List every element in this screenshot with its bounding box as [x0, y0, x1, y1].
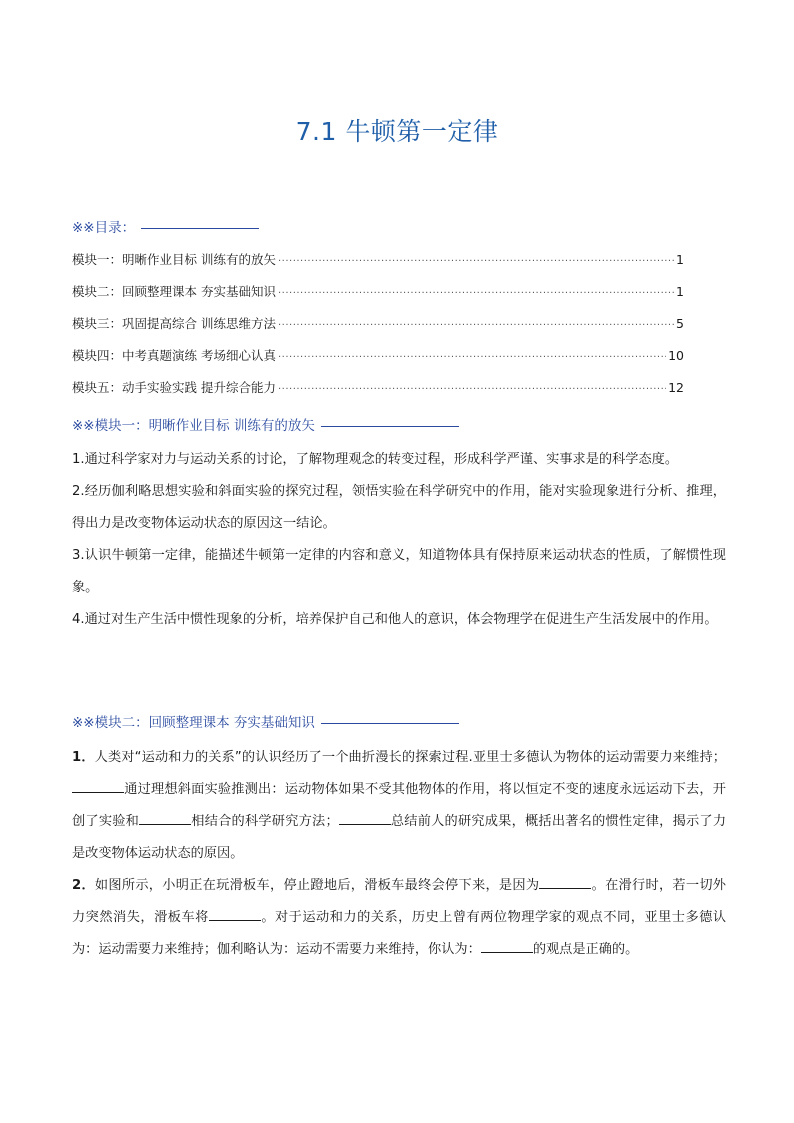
question-text: 通过理想斜面实验推测出：运动物体如果不受其他物体的作用，将以恒定不变的速度永远运动下去，开创了实验和: [72, 782, 726, 829]
toc-item-page: 12: [668, 380, 684, 395]
question-text: 人类对“运动和力的关系”的认识经历了一个曲折漫长的探索过程.亚里士多德认为物体的运动需要力来维持；: [94, 750, 726, 765]
module2-heading: [72, 711, 459, 731]
module1-heading-text: ※※模块一：明晰作业目标 训练有的放矢: [72, 418, 315, 434]
toc-item-label: 模块三：巩固提高综合 训练思维方法: [72, 316, 276, 331]
answer-blank[interactable]: [72, 780, 124, 793]
question-1: [72, 742, 726, 870]
heading-rule: [321, 723, 459, 724]
answer-blank[interactable]: [339, 812, 391, 825]
objective-item: 1.通过科学家对力与运动关系的讨论，了解物理观念的转变过程，形成科学严谨、实事求是的科学态度。: [72, 452, 679, 467]
heading-rule: [141, 228, 259, 229]
module2-questions: [72, 742, 726, 966]
toc-item[interactable]: [72, 282, 684, 300]
toc-leader: [278, 256, 674, 267]
toc-item-label: 模块四：中考真题演练 考场细心认真: [72, 348, 276, 363]
toc-item-page: 10: [668, 348, 684, 363]
question-text: 的观点是正确的。: [532, 942, 639, 957]
toc-item-label: 模块一：明晰作业目标 训练有的放矢: [72, 252, 276, 267]
question-text: 总结前人的研究成果，概括出著名的惯性定律，揭示了力是改变物体运动状态的原因。: [72, 814, 727, 861]
toc-leader: [278, 288, 674, 299]
toc-item[interactable]: [72, 346, 684, 364]
toc-item-page: 1: [676, 284, 684, 299]
heading-rule: [321, 426, 459, 427]
page-title: 7.1 牛顿第一定律: [295, 117, 499, 146]
answer-blank[interactable]: [139, 812, 191, 825]
question-number: 2．: [72, 878, 95, 893]
answer-blank[interactable]: [539, 876, 591, 889]
answer-blank[interactable]: [481, 940, 533, 953]
toc-item-label: 模块五：动手实验实践 提升综合能力: [72, 380, 276, 395]
toc-heading-text: ※※目录：: [72, 220, 136, 236]
toc-leader: [278, 352, 666, 363]
toc-item[interactable]: [72, 314, 684, 332]
toc-item-label: 模块二：回顾整理课本 夯实基础知识: [72, 284, 276, 299]
question-number: 1．: [72, 750, 95, 765]
module2-heading-text: ※※模块二：回顾整理课本 夯实基础知识: [72, 715, 315, 731]
toc-item[interactable]: [72, 250, 684, 268]
module1-objectives: [72, 444, 726, 636]
toc-item-page: 1: [676, 252, 684, 267]
toc-heading: [72, 216, 259, 236]
objective-item: 4.通过对生产生活中惯性现象的分析，培养保护自己和他人的意识，体会物理学在促进生产生活发展中的作用。: [72, 612, 718, 627]
question-text: 。在滑行时，若一切外力突然消失，滑板车将: [72, 878, 726, 925]
question-text: 相结合的科学研究方法；: [191, 814, 339, 829]
question-text: 如图所示，小明正在玩滑板车，停止蹬地后，滑板车最终会停下来，是因为: [94, 878, 540, 893]
objective-item: 2.经历伽利略思想实验和斜面实验的探究过程，领悟实验在科学研究中的作用，能对实验现象进行分析、推理，得出力是改变物体运动状态的原因这一结论。: [72, 484, 726, 531]
question-text: 。对于运动和力的关系，历史上曾有两位物理学家的观点不同，亚里士多德认为：运动需要力来维持；伽利略认为：运动不需要力来维持，你认为：: [72, 910, 727, 957]
answer-blank[interactable]: [209, 908, 261, 921]
toc-leader: [278, 320, 674, 331]
objective-item: 3.认识牛顿第一定律，能描述牛顿第一定律的内容和意义，知道物体具有保持原来运动状态的性质，了解惯性现象。: [72, 548, 726, 595]
question-2: [72, 870, 726, 966]
module1-heading: [72, 414, 459, 434]
toc-item[interactable]: [72, 378, 684, 396]
toc-item-page: 5: [676, 316, 684, 331]
toc-leader: [278, 384, 666, 395]
